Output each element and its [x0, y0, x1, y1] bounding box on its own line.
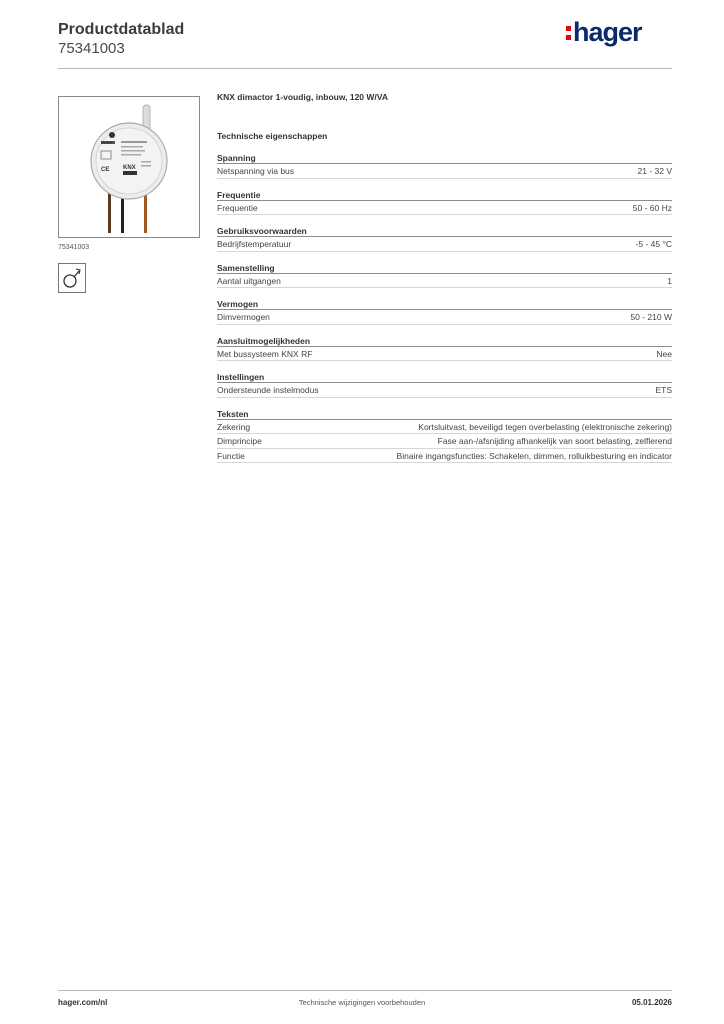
- website-link[interactable]: hager.com/nl: [58, 998, 108, 1007]
- logo-dot-top: [566, 26, 571, 31]
- group-title: Frequentie: [217, 189, 672, 201]
- hager-logo: [566, 17, 642, 47]
- spec-group-instellingen: [217, 371, 672, 398]
- spec-value: ETS: [655, 385, 672, 395]
- spec-group-aansluitmogelijkheden: [217, 335, 672, 362]
- spec-value: 1: [667, 275, 672, 286]
- spec-value: 21 - 32 V: [637, 166, 672, 176]
- spec-value: Nee: [656, 348, 672, 359]
- spec-group-gebruiksvoorwaarden: [217, 225, 672, 252]
- prog-button-icon: [109, 132, 115, 138]
- device-illustration: [59, 97, 199, 237]
- product-name: KNX dimactor 1-voudig, inbouw, 120 W/VA: [217, 92, 388, 102]
- spec-label: Zekering: [217, 421, 251, 432]
- product-number: 75341003: [58, 40, 125, 57]
- spec-group-vermogen: [217, 298, 672, 325]
- spec-label: Dimvermogen: [217, 312, 270, 322]
- logo-dot-bottom: [566, 35, 571, 40]
- spec-line-4: [121, 154, 141, 156]
- spec-row: [217, 420, 672, 435]
- dimmer-load-glyph: [59, 264, 85, 292]
- image-caption: 75341003: [58, 244, 90, 251]
- spec-row: [217, 449, 672, 464]
- spec-row: [217, 164, 672, 179]
- spec-line-6: [141, 165, 151, 167]
- spec-row: [217, 237, 672, 252]
- group-title: Gebruiksvoorwaarden: [217, 225, 672, 237]
- group-title: Spanning: [217, 152, 672, 164]
- spec-group-frequentie: [217, 189, 672, 216]
- page-title: Productdatablad: [58, 21, 185, 38]
- group-title: Vermogen: [217, 298, 672, 310]
- group-title: Teksten: [217, 408, 672, 420]
- footer-disclaimer: Technische wijzigingen voorbehouden: [298, 998, 426, 1007]
- spec-label: Netspanning via bus: [217, 166, 295, 176]
- spec-value: 50 - 60 Hz: [632, 202, 672, 213]
- spec-label: Bedrijfstemperatuur: [217, 239, 292, 249]
- spec-group-samenstelling: [217, 262, 672, 289]
- spec-label: Dimprincipe: [217, 436, 262, 446]
- product-image: [58, 96, 200, 238]
- logo-text: hager: [573, 16, 642, 47]
- ce-mark: CE: [101, 167, 110, 173]
- dimmer-load-icon: [58, 263, 86, 293]
- spec-label: Functie: [217, 450, 245, 461]
- spec-line-2: [121, 146, 143, 148]
- brand-label: Berker: [101, 139, 113, 145]
- spec-value: -5 - 45 °C: [635, 239, 672, 249]
- logo-dots: [566, 26, 571, 40]
- spec-row: [217, 201, 672, 216]
- spec-line-5: [141, 161, 151, 163]
- section-heading: Technische eigenschappen: [217, 131, 328, 141]
- spec-group-spanning: [217, 152, 672, 179]
- spec-group-teksten: [217, 408, 672, 464]
- spec-row: [217, 310, 672, 325]
- group-title: Samenstelling: [217, 262, 672, 274]
- footer-date: 05.01.2026: [631, 998, 672, 1007]
- spec-row: [217, 383, 672, 398]
- spec-label: Frequentie: [217, 202, 258, 213]
- spec-row: [217, 274, 672, 289]
- spec-row: [217, 434, 672, 449]
- spec-value: Kortsluitvast, beveiligd tegen overbelasting (elektronische zekering): [418, 421, 672, 432]
- group-title: Instellingen: [217, 371, 672, 383]
- spec-value: Fase aan-/afsnijding afhankelijk van soort belasting, zelflerend: [437, 436, 672, 446]
- product-details: [217, 92, 672, 463]
- spec-row: [217, 347, 672, 362]
- device-face: [96, 128, 162, 194]
- group-title: Aansluitmogelijkheden: [217, 335, 672, 347]
- spec-label: Aantal uitgangen: [217, 275, 281, 286]
- footer-divider: [58, 990, 672, 991]
- knx-mark: KNX: [123, 165, 136, 171]
- knx-badge: [123, 171, 137, 175]
- header-divider: [58, 68, 672, 69]
- spec-line-1: [121, 141, 147, 143]
- spec-label: Ondersteunde instelmodus: [217, 385, 319, 395]
- spec-label: Met bussysteem KNX RF: [217, 348, 313, 359]
- spec-value: 50 - 210 W: [630, 312, 672, 322]
- spec-value: Binaire ingangsfuncties: Schakelen, dimmen, rolluikbesturing en indicator: [396, 450, 672, 461]
- spec-line-3: [121, 150, 145, 152]
